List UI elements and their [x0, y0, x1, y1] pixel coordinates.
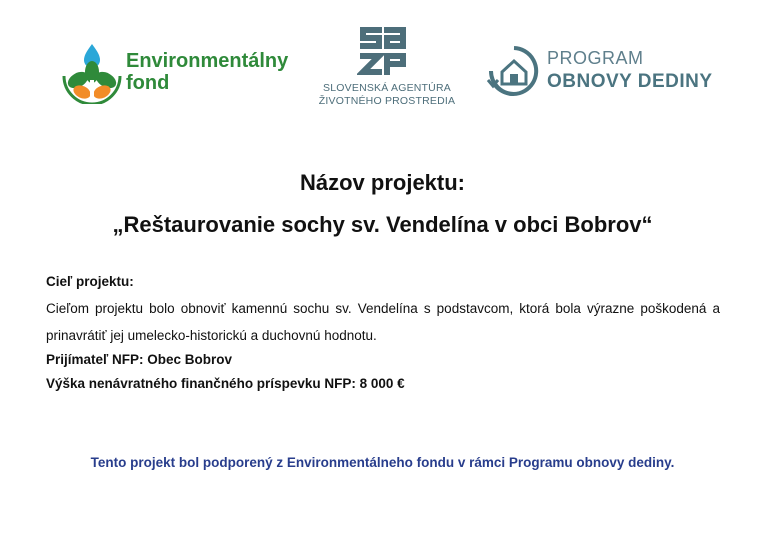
village-program-logo-line2: OBNOVY DEDINY	[547, 71, 713, 92]
environmental-fund-logo-text: Environmentálny fond	[126, 50, 289, 94]
environmental-fund-logo	[60, 40, 290, 110]
village-program-logo	[485, 42, 725, 102]
project-goal-text: Cieľom projektu bolo obnoviť kamennú sochu sv. Vendelína s podstavcom, ktorá bola výrazne poškodená a prinavrátiť jej umelecko-historickú a duchovnú hodnotu.	[46, 301, 720, 343]
project-title: „Reštaurovanie sochy sv. Vendelína v obci Bobrov“	[112, 212, 653, 237]
grant-amount: Výška nenávratného finančného príspevku NFP: 8 000 €	[46, 376, 405, 391]
project-name-label: Názov projektu:	[299, 170, 466, 195]
house-cycle-icon	[485, 42, 543, 100]
environmental-fund-emblem-icon	[60, 40, 124, 104]
logo-bar	[0, 22, 765, 122]
grant-recipient: Prijímateľ NFP: Obec Bobrov	[46, 352, 232, 367]
sazp-logo	[312, 26, 462, 116]
sazp-logo-text: SLOVENSKÁ AGENTÚRA ŽIVOTNÉHO PROSTREDIA	[318, 82, 456, 107]
project-goal-label: Cieľ projektu:	[46, 274, 134, 289]
village-program-logo-line1: PROGRAM	[547, 48, 644, 68]
support-note: Tento projekt bol podporený z Environmentálneho fondu v rámci Programu obnovy dediny.	[90, 455, 675, 470]
sazp-monogram-icon	[357, 26, 417, 78]
